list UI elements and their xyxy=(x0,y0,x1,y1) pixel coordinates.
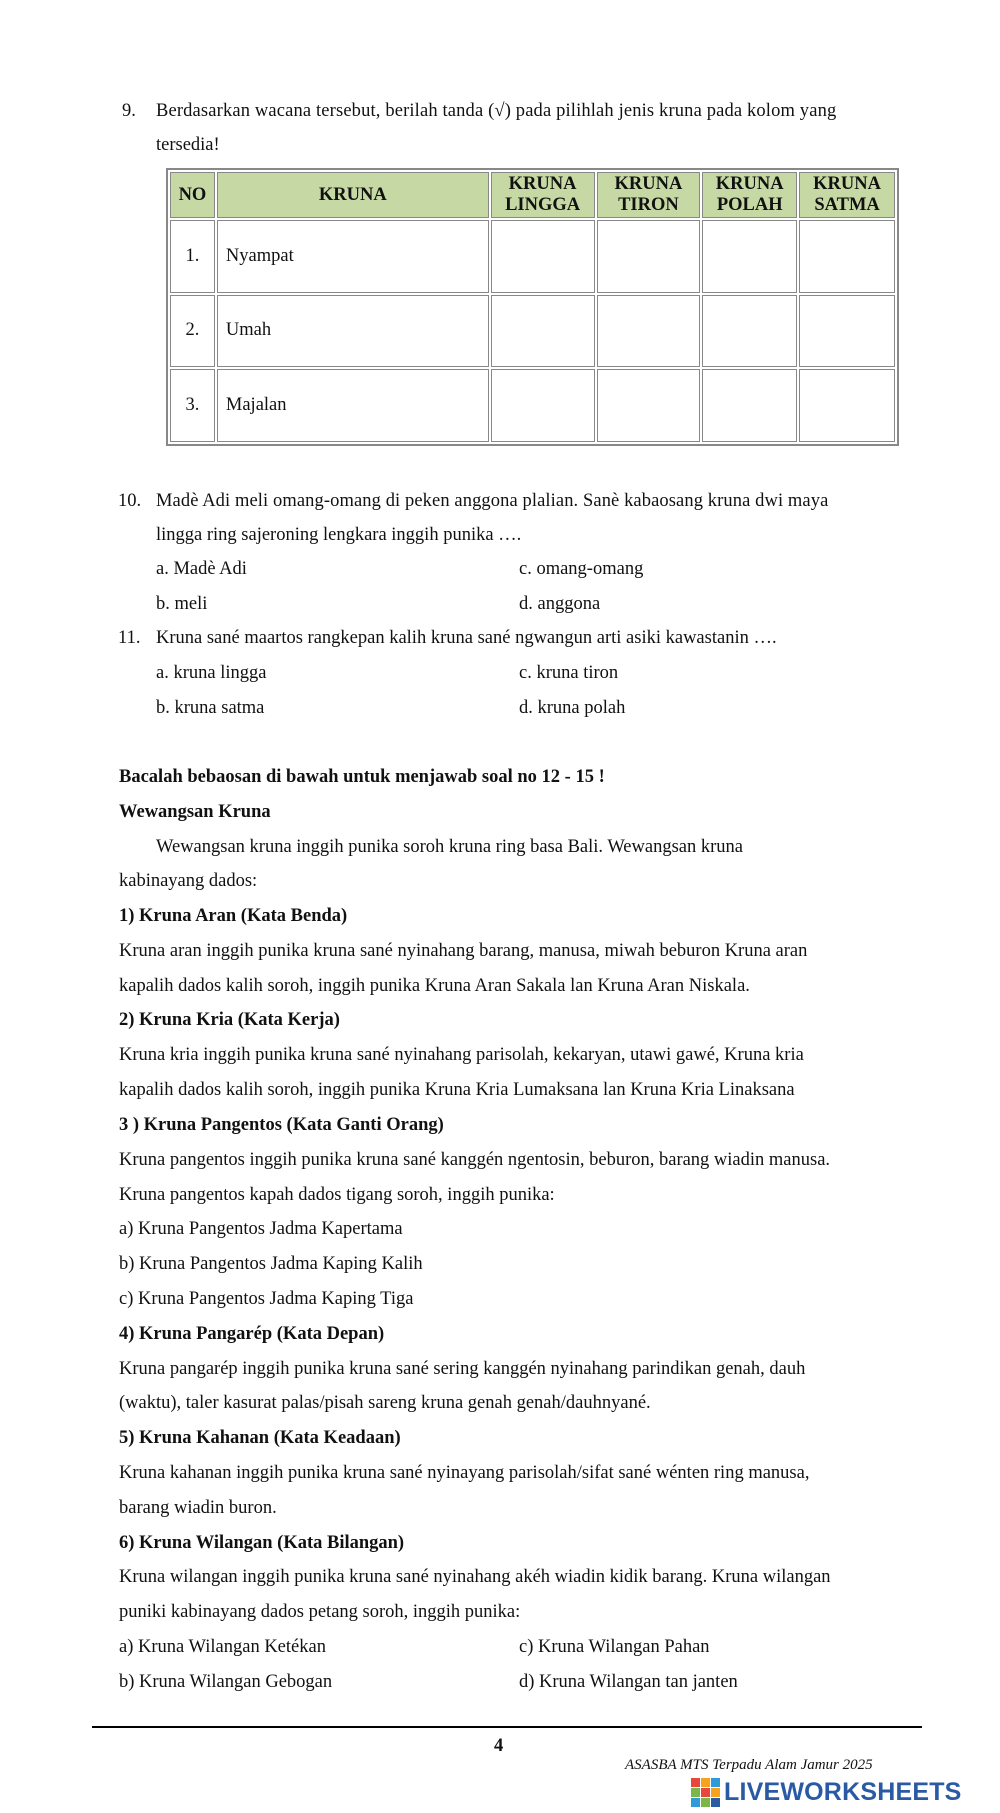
header-kruna: KRUNA xyxy=(217,172,489,218)
section-6-item-a: a) Kruna Wilangan Ketékan xyxy=(119,1637,326,1657)
q11-option-a[interactable]: a. kruna lingga xyxy=(156,663,267,683)
section-5-line1: Kruna kahanan inggih punika kruna sané nyinayang parisolah/sifat sané wénten ring manusa, xyxy=(119,1463,810,1483)
section-1-line2: kapalih dados kalih soroh, inggih punika Kruna Aran Sakala lan Kruna Aran Niskala. xyxy=(119,976,750,996)
answer-cell-satma[interactable] xyxy=(799,295,895,368)
section-5-title: 5) Kruna Kahanan (Kata Keadaan) xyxy=(119,1428,401,1448)
section-3-item-c: c) Kruna Pangentos Jadma Kaping Tiga xyxy=(119,1289,414,1309)
row-kruna: Majalan xyxy=(217,369,489,442)
answer-cell-tiron[interactable] xyxy=(597,369,701,442)
q11-option-c[interactable]: c. kruna tiron xyxy=(519,663,619,683)
section-2-line1: Kruna kria inggih punika kruna sané nyinahang parisolah, kekaryan, utawi gawé, Kruna kria xyxy=(119,1045,804,1065)
header-kruna-polah: KRUNA POLAH xyxy=(702,172,797,218)
answer-cell-lingga[interactable] xyxy=(491,295,595,368)
q10-option-c[interactable]: c. omang-omang xyxy=(519,559,644,579)
q11-number: 11. xyxy=(118,628,141,648)
reading-title: Wewangsan Kruna xyxy=(119,802,271,822)
section-4-title: 4) Kruna Pangarép (Kata Depan) xyxy=(119,1324,385,1344)
row-number: 2. xyxy=(170,295,215,368)
answer-cell-satma[interactable] xyxy=(799,369,895,442)
table-row xyxy=(170,295,895,368)
section-6-line2: puniki kabinayang dados petang soroh, inggih punika: xyxy=(119,1602,521,1622)
reading-intro-line2: kabinayang dados: xyxy=(119,871,258,891)
section-2-line2: kapalih dados kalih soroh, inggih punika Kruna Kria Lumaksana lan Kruna Kria Linaksana xyxy=(119,1080,795,1100)
q9-text-line1: Berdasarkan wacana tersebut, berilah tanda (√) pada pilihlah jenis kruna pada kolom yang xyxy=(156,101,837,121)
reading-intro-line1: Wewangsan kruna inggih punika soroh kruna ring basa Bali. Wewangsan kruna xyxy=(156,837,743,857)
q9-number: 9. xyxy=(122,101,136,121)
q11-option-d[interactable]: d. kruna polah xyxy=(519,698,626,718)
q11-text: Kruna sané maartos rangkepan kalih kruna sané ngwangun arti asiki kawastanin …. xyxy=(156,628,777,648)
q10-option-b[interactable]: b. meli xyxy=(156,594,208,614)
answer-cell-satma[interactable] xyxy=(799,220,895,293)
answer-cell-tiron[interactable] xyxy=(597,220,701,293)
kruna-table xyxy=(166,168,899,446)
liveworksheets-logo[interactable] xyxy=(691,1778,962,1806)
section-6-line1: Kruna wilangan inggih punika kruna sané nyinahang akéh wiadin kidik barang. Kruna wilangan xyxy=(119,1567,831,1587)
section-3-title: 3 ) Kruna Pangentos (Kata Ganti Orang) xyxy=(119,1115,444,1135)
section-6-item-b: b) Kruna Wilangan Gebogan xyxy=(119,1672,333,1692)
logo-square xyxy=(711,1798,720,1807)
logo-square xyxy=(711,1778,720,1787)
liveworksheets-wordmark: LIVEWORKSHEETS xyxy=(724,1777,962,1806)
liveworksheets-grid-icon xyxy=(691,1778,720,1807)
answer-cell-polah[interactable] xyxy=(702,295,797,368)
answer-cell-lingga[interactable] xyxy=(491,220,595,293)
table-row xyxy=(170,369,895,442)
q10-number: 10. xyxy=(118,491,142,511)
section-1-line1: Kruna aran inggih punika kruna sané nyinahang barang, manusa, miwah beburon Kruna aran xyxy=(119,941,808,961)
q10-text-line1: Madè Adi meli omang-omang di peken anggona plalian. Sanè kabaosang kruna dwi maya xyxy=(156,491,829,511)
section-4-line2: (waktu), taler kasurat palas/pisah sareng kruna genah genah/dauhnyané. xyxy=(119,1393,651,1413)
q9-text-line2: tersedia! xyxy=(156,135,220,155)
row-kruna: Nyampat xyxy=(217,220,489,293)
row-number: 3. xyxy=(170,369,215,442)
answer-cell-polah[interactable] xyxy=(702,369,797,442)
logo-square xyxy=(691,1798,700,1807)
q10-option-d[interactable]: d. anggona xyxy=(519,594,601,614)
answer-cell-tiron[interactable] xyxy=(597,295,701,368)
section-5-line2: barang wiadin buron. xyxy=(119,1498,277,1518)
reading-instruction: Bacalah bebaosan di bawah untuk menjawab soal no 12 - 15 ! xyxy=(119,767,605,787)
logo-square xyxy=(701,1778,710,1787)
table-row xyxy=(170,220,895,293)
section-3-line1: Kruna pangentos inggih punika kruna sané kanggén ngentosin, beburon, barang wiadin manusa. xyxy=(119,1150,831,1170)
answer-cell-polah[interactable] xyxy=(702,220,797,293)
section-6-item-c: c) Kruna Wilangan Pahan xyxy=(519,1637,710,1657)
section-3-item-a: a) Kruna Pangentos Jadma Kapertama xyxy=(119,1219,403,1239)
section-6-item-d: d) Kruna Wilangan tan janten xyxy=(519,1672,738,1692)
section-3-line2: Kruna pangentos kapah dados tigang soroh, inggih punika: xyxy=(119,1185,555,1205)
page-number: 4 xyxy=(494,1736,504,1756)
logo-square xyxy=(701,1798,710,1807)
table-header-row xyxy=(170,172,895,218)
section-1-title: 1) Kruna Aran (Kata Benda) xyxy=(119,906,348,926)
logo-square xyxy=(691,1788,700,1797)
logo-square xyxy=(701,1788,710,1797)
header-kruna-lingga: KRUNA LINGGA xyxy=(491,172,595,218)
section-2-title: 2) Kruna Kria (Kata Kerja) xyxy=(119,1010,340,1030)
header-kruna-tiron: KRUNA TIRON xyxy=(597,172,701,218)
header-no: NO xyxy=(170,172,215,218)
section-3-item-b: b) Kruna Pangentos Jadma Kaping Kalih xyxy=(119,1254,423,1274)
footer-rule xyxy=(92,1726,922,1728)
q10-text-line2: lingga ring sajeroning lengkara inggih punika …. xyxy=(156,525,522,545)
row-number: 1. xyxy=(170,220,215,293)
footer-credit: ASASBA MTS Terpadu Alam Jamur 2025 xyxy=(625,1757,873,1773)
section-6-title: 6) Kruna Wilangan (Kata Bilangan) xyxy=(119,1533,405,1553)
answer-cell-lingga[interactable] xyxy=(491,369,595,442)
header-kruna-satma: KRUNA SATMA xyxy=(799,172,895,218)
logo-square xyxy=(711,1788,720,1797)
section-4-line1: Kruna pangarép inggih punika kruna sané sering kanggén nyinahang parindikan genah, dauh xyxy=(119,1359,806,1379)
q10-option-a[interactable]: a. Madè Adi xyxy=(156,559,247,579)
logo-square xyxy=(691,1778,700,1787)
row-kruna: Umah xyxy=(217,295,489,368)
q11-option-b[interactable]: b. kruna satma xyxy=(156,698,265,718)
